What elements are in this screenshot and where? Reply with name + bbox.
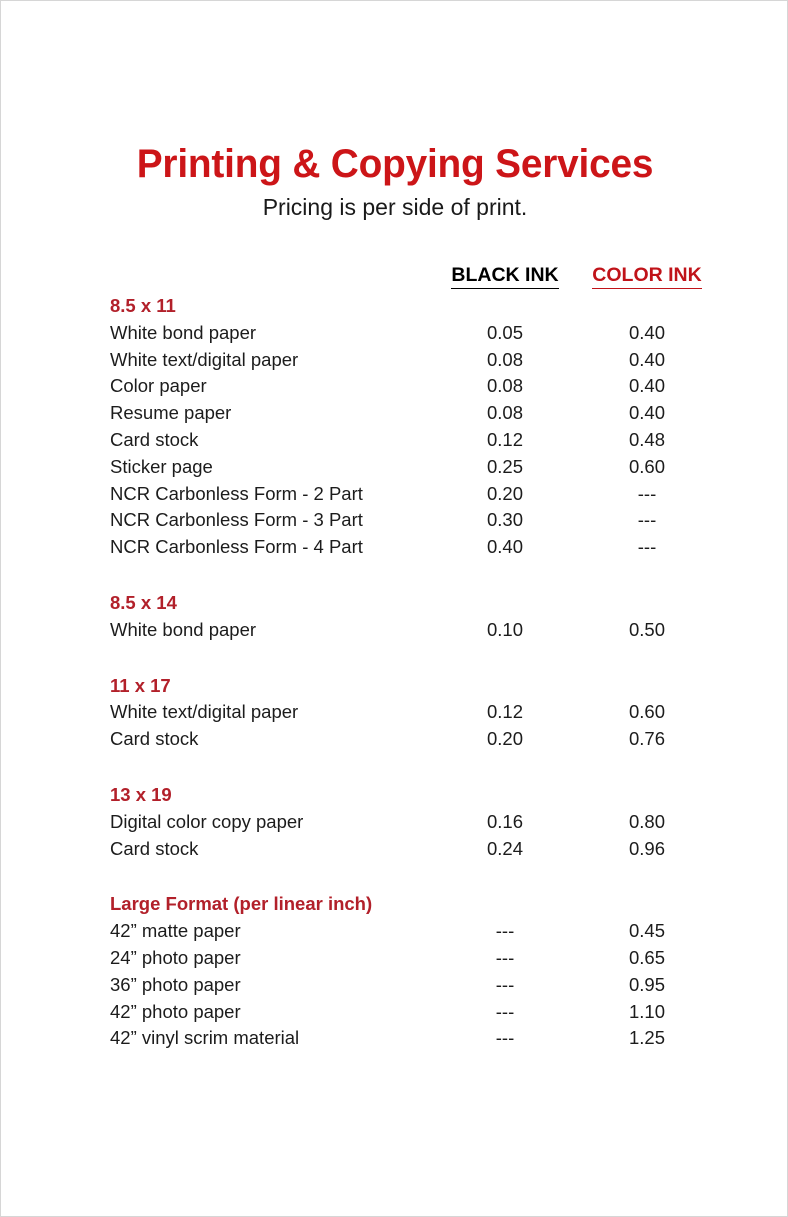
row-color-ink-price: 1.25: [628, 1027, 665, 1049]
section-heading: Large Format (per linear inch): [110, 893, 373, 915]
row-black-ink-price: ---: [495, 973, 515, 995]
table-row: [1, 321, 788, 348]
row-black-ink-price: 0.05: [486, 321, 523, 343]
row-item-name: Resume paper: [110, 402, 232, 424]
row-black-ink-price: 0.12: [486, 701, 523, 723]
row-black-ink-price: 0.30: [486, 509, 523, 531]
row-color-ink-price: 0.95: [628, 973, 665, 995]
row-color-ink-price: 0.96: [628, 837, 665, 859]
table-row: [1, 946, 788, 973]
row-color-ink-price: ---: [637, 536, 657, 558]
table-row: [1, 348, 788, 375]
section-heading: 8.5 x 11: [110, 295, 176, 316]
row-color-ink-price: 0.50: [628, 618, 665, 640]
row-item-name: Digital color copy paper: [110, 810, 304, 832]
row-item-name: NCR Carbonless Form - 3 Part: [110, 509, 363, 531]
row-color-ink-price: 0.40: [628, 321, 665, 343]
table-row: [1, 618, 788, 645]
column-header-black-ink: [445, 263, 565, 289]
row-black-ink-price: 0.16: [486, 810, 523, 832]
row-item-name: Card stock: [110, 429, 199, 450]
table-row: [1, 455, 788, 482]
table-row: [1, 401, 788, 428]
row-color-ink-price: ---: [637, 509, 657, 531]
row-item-name: NCR Carbonless Form - 2 Part: [110, 482, 363, 504]
row-black-ink-price: 0.40: [486, 536, 523, 558]
row-color-ink-price: 0.40: [628, 375, 665, 397]
row-black-ink-price: 0.25: [486, 455, 523, 477]
row-black-ink-price: 0.12: [486, 429, 523, 450]
row-black-ink-price: 0.24: [486, 837, 523, 859]
row-black-ink-price: 0.10: [486, 618, 523, 640]
row-black-ink-price: ---: [495, 1027, 515, 1049]
row-item-name: NCR Carbonless Form - 4 Part: [110, 536, 363, 558]
row-black-ink-price: 0.08: [486, 402, 523, 424]
row-color-ink-price: 0.48: [628, 429, 665, 450]
row-black-ink-price: 0.08: [486, 375, 523, 397]
row-item-name: Sticker page: [110, 455, 213, 477]
table-row: [1, 837, 788, 864]
row-item-name: White text/digital paper: [110, 348, 299, 370]
table-row: [1, 973, 788, 1000]
row-color-ink-price: ---: [637, 482, 657, 504]
row-black-ink-price: ---: [495, 920, 515, 942]
table-row: [1, 810, 788, 837]
row-black-ink-price: ---: [495, 1000, 515, 1022]
row-black-ink-price: ---: [495, 947, 515, 968]
section-heading: 13 x 19: [110, 784, 172, 805]
row-item-name: 36” photo paper: [110, 973, 241, 995]
section-heading: 11 x 17: [110, 674, 171, 696]
row-item-name: Card stock: [110, 728, 199, 750]
row-black-ink-price: 0.20: [486, 482, 523, 504]
row-color-ink-price: 0.76: [628, 728, 665, 750]
page-subtitle: Pricing is per side of print.: [262, 194, 528, 220]
row-item-name: 24” photo paper: [110, 947, 241, 968]
column-header-color-ink: [587, 263, 707, 289]
row-item-name: 42” matte paper: [110, 920, 241, 942]
row-black-ink-price: 0.08: [486, 348, 523, 370]
row-color-ink-price: 0.45: [628, 920, 665, 942]
table-row: [1, 508, 788, 535]
row-item-name: 42” vinyl scrim material: [110, 1027, 300, 1049]
row-item-name: Color paper: [110, 375, 207, 397]
row-item-name: Card stock: [110, 837, 199, 859]
table-row: [1, 727, 788, 754]
row-color-ink-price: 0.60: [628, 455, 665, 477]
page-title: Printing & Copying Services: [136, 142, 654, 186]
section-heading: 8.5 x 14: [110, 592, 177, 613]
row-color-ink-price: 0.80: [628, 810, 665, 832]
row-item-name: 42” photo paper: [110, 1000, 241, 1022]
table-row: [1, 482, 788, 509]
row-color-ink-price: 0.40: [628, 348, 665, 370]
table-row: [1, 374, 788, 401]
table-row: [1, 1026, 788, 1053]
row-color-ink-price: 0.40: [628, 402, 665, 424]
table-row: [1, 428, 788, 455]
row-color-ink-price: 1.10: [628, 1000, 665, 1022]
table-row: [1, 535, 788, 562]
column-header-black-ink-label: BLACK INK: [451, 263, 558, 289]
row-item-name: White text/digital paper: [110, 701, 299, 723]
table-row: [1, 919, 788, 946]
row-black-ink-price: 0.20: [486, 728, 523, 750]
table-row: [1, 1000, 788, 1027]
row-color-ink-price: 0.60: [628, 701, 665, 723]
row-item-name: White bond paper: [110, 321, 257, 343]
row-color-ink-price: 0.65: [628, 947, 665, 968]
column-header-color-ink-label: COLOR INK: [592, 263, 701, 289]
table-row: [1, 700, 788, 727]
row-item-name: White bond paper: [110, 618, 257, 640]
